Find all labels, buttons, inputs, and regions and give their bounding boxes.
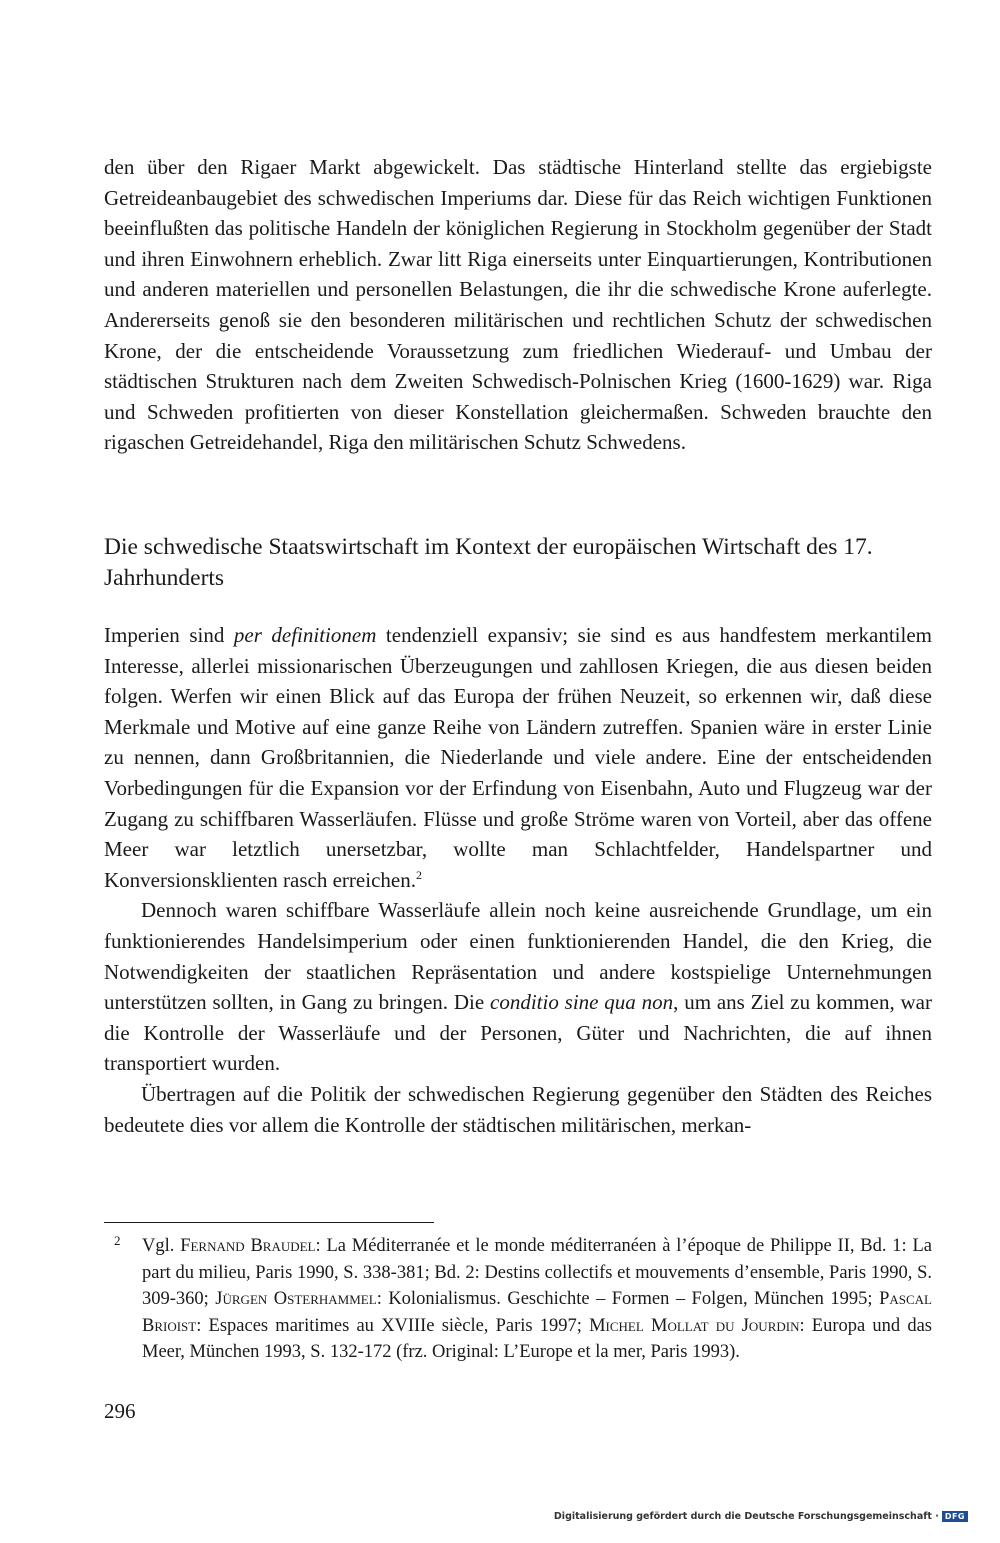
paragraph-uebertragen: Übertragen auf die Politik der schwedischen Regierung gegenüber den Städten des Reiches bedeutete dies vor allem die Kontrolle der städtischen militärischen, merkan- [104, 1081, 932, 1137]
footnote-reference: 2 [415, 867, 422, 882]
section-heading: Die schwedische Staatswirtschaft im Kontext der europäischen Wirtschaft des 17. Jahrhunderts [104, 534, 873, 591]
footnote-marker: 2 [114, 1233, 121, 1248]
author-name: Jürgen Osterhammel [215, 1289, 377, 1309]
dfg-logo-icon: DFG [942, 1511, 968, 1522]
credit-text: Digitalisierung gefördert durch die Deutsche Forschungsgemeinschaft · [553, 1511, 939, 1522]
footnote-separator [104, 1222, 434, 1223]
paragraph-imperien [104, 620, 932, 895]
text-run: : Espaces maritimes au XVIIIe siècle, Paris 1997; [196, 1315, 590, 1336]
author-name: Fernand Braudel [180, 1236, 316, 1256]
paragraph-continued: den über den Rigaer Markt abgewickelt. Das städtische Hinterland stellte das ergiebigste Getreideanbaugebiet des schwedischen Imperiums dar. Diese für das Reich wichtigen Funktionen beeinflußten das politische Handeln der königlichen Regierung in Stockholm gegenüber der Stadt und ihren Einwohnern erheblich. Zwar litt Riga einerseits unter Einquartierungen, Kontributionen und anderen materiellen und personellen Belastungen, die ihr die schwedische Krone auferlegte. Andererseits genoß sie den besonderen militärischen und rechtlichen Schutz der schwedischen Krone, der die entscheidende Voraussetzung zum friedlichen Wiederauf- und Umbau der städtischen Strukturen nach dem Zweiten Schwedisch-Polnischen Krieg (1600-1629) war. Riga und Schweden profitierten von dieser Konstellation gleichermaßen. Schweden brauchte den rigaschen Getreidehandel, Riga den militärischen Schutz Schwedens. [104, 155, 932, 455]
footnote-text [142, 1233, 932, 1366]
body-text-block-section [104, 620, 932, 1140]
text-run: , um ans Ziel zu kommen, war die Kontrolle der Wasserläufe und der Personen, Güter und Nachrichten, die auf ihnen transportiert wurden. [104, 990, 932, 1076]
body-text-block-top [104, 152, 932, 458]
paragraph-dennoch [104, 895, 932, 1079]
text-run: Imperien sind [104, 623, 234, 647]
italic-phrase: per definitionem [233, 623, 377, 647]
page-number: 296 [104, 1399, 136, 1423]
italic-phrase: conditio sine qua non [490, 990, 674, 1015]
text-run: Vgl. [142, 1236, 181, 1256]
footnote [104, 1233, 932, 1366]
text-run: tendenziell expansiv; sie sind es aus handfestem merkantilem Interesse, allerlei missionarischen Überzeugungen und zahllosen Kriegen, die aus diesen beiden folgen. Werfen wir einen Blick auf das Europa der frühen Neuzeit, so erkennen wir, daß diese Merkmale und Motive auf eine ganze Reihe von Ländern zutreffen. Spanien wäre in erster Linie zu nennen, dann Großbritannien, die Niederlande und viele andere. Eine der entscheidenden Vorbedingungen für die Expansion vor der Erfindung von Eisenbahn, Auto und Flugzeug war der Zugang zu schiffbaren Wasserläufen. Flüsse und große Ströme waren von Vorteil, aber das offene Meer war letztlich unersetzbar, wollte man Schlachtfelder, Handelspartner und Konversionsklienten rasch erreichen. [104, 623, 932, 892]
text-run: Dennoch waren schiffbare Wasserläufe allein noch keine ausreichende Grundlage, um ein funktionierendes Handelsimperium oder einen funktionierenden Handel, die den Krieg, die Notwendigkeiten der staatlichen Repräsentation und andere kostspielige Unternehmungen unterstützen sollten, in Gang zu bringen. Die [104, 898, 932, 1015]
text-run: : La Méditerranée et le monde méditerranéen à l’époque de Philippe II, Bd. 1: La part du milieu, Paris 1990, S. 338-381; Bd. 2: Destins collectifs et mouvements d’ensemble, Paris 1990, S. 309-360; [142, 1236, 933, 1309]
text-run: : Europa und das Meer, München 1993, S. 132-172 (frz. Original: L’Europe et la mer, Paris 1993). [142, 1315, 932, 1362]
digitization-credit [554, 1511, 968, 1522]
author-name: Michel Mollat du Jourdin [589, 1315, 800, 1336]
author-name: Pascal Brioist [142, 1289, 932, 1336]
text-run: : Kolonialismus. Geschichte – Formen – Folgen, München 1995; [376, 1289, 880, 1309]
